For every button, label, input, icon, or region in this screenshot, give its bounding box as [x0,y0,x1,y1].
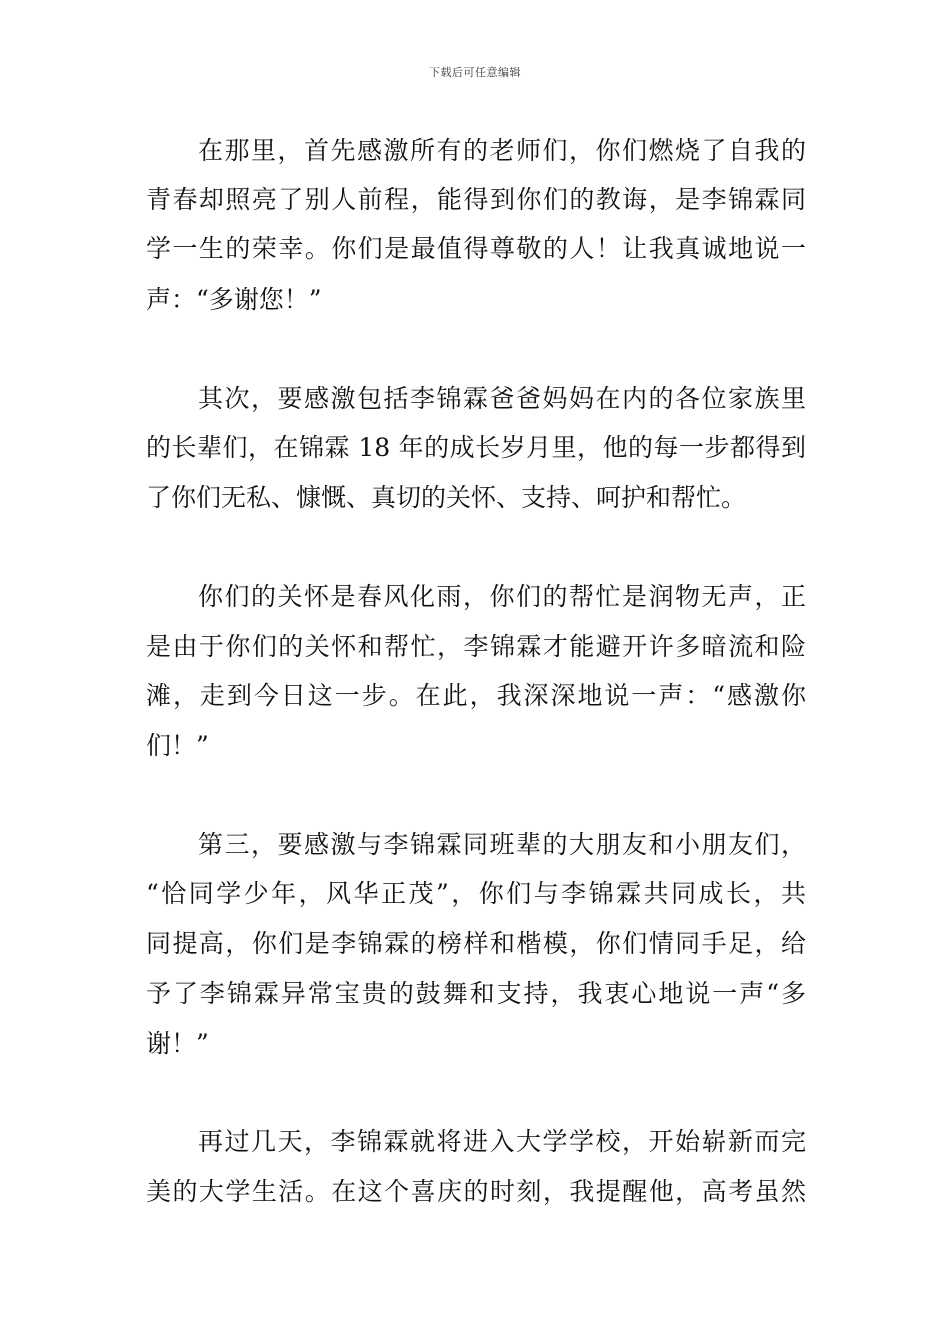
paragraph-line: 在那里，首先感激所有的老师们，你们燃烧了自我的 [198,136,806,165]
paragraph-line: 们！” [146,731,209,760]
paragraph-line: 再过几天，李锦霖就将进入大学学校，开始崭新而完 [198,1127,806,1156]
paragraph-line: 青春却照亮了别人前程，能得到你们的教诲，是李锦霖同 [146,185,806,214]
paragraph-line: 声：“多谢您！” [146,285,322,314]
paragraph-line: 同提高，你们是李锦霖的榜样和楷模，你们情同手足，给 [146,929,806,958]
paragraph-line: 的长辈们，在锦霖 18 年的成长岁月里，他的每一步都得到 [146,433,806,462]
paragraph-line: 第三，要感激与李锦霖同班辈的大朋友和小朋友们， [198,830,806,859]
paragraph-line: 你们的关怀是春风化雨，你们的帮忙是润物无声，正 [198,582,806,611]
paragraph-line: 予了李锦霖异常宝贵的鼓舞和支持，我衷心地说一声“多 [146,979,806,1008]
page-header-note: 下载后可任意编辑 [429,66,521,79]
paragraph-line: 是由于你们的关怀和帮忙，李锦霖才能避开许多暗流和险 [146,632,806,661]
paragraph-line: 学一生的荣幸。你们是最值得尊敬的人！让我真诚地说一 [146,234,806,263]
paragraph-line: 谢！” [146,1029,209,1058]
paragraph-line: 美的大学生活。在这个喜庆的时刻，我提醒他，高考虽然 [146,1177,806,1206]
paragraph-line: 了你们无私、慷慨、真切的关怀、支持、呵护和帮忙。 [146,483,747,512]
paragraph-line: 滩，走到今日这一步。在此，我深深地说一声：“感激你 [146,681,806,710]
paragraph-line: 其次，要感激包括李锦霖爸爸妈妈在内的各位家族里 [198,384,806,413]
paragraph-line: “恰同学少年，风华正茂”，你们与李锦霖共同成长，共 [146,879,806,908]
